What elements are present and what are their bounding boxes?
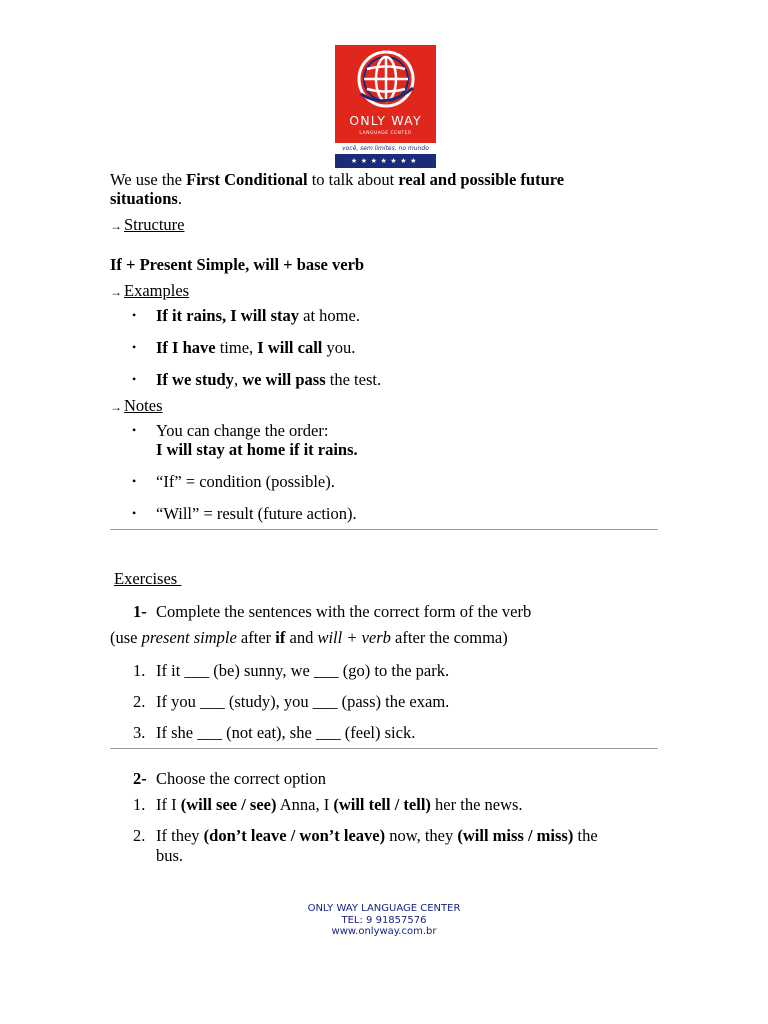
instr-text: and xyxy=(285,628,318,647)
option-choice: (don’t leave / won’t leave) xyxy=(203,826,386,845)
sentence-text: If I xyxy=(156,795,181,814)
instr-text: after xyxy=(236,628,276,647)
footer-website: www.onlyway.com.br xyxy=(331,926,437,937)
bullet-icon: • xyxy=(132,372,137,386)
intro-text: . xyxy=(177,189,182,208)
item-number: 1. xyxy=(133,661,146,680)
bullet-icon: • xyxy=(132,506,137,520)
divider xyxy=(110,529,658,530)
note-text: “If” = condition (possible). xyxy=(156,472,335,491)
option-choice: (will miss / miss) xyxy=(457,826,574,845)
exercises-heading-text: Exercises xyxy=(114,569,182,588)
exercise-sentence: If she ___ (not eat), she ___ (feel) sick. xyxy=(156,723,416,742)
sentence-text: now, they xyxy=(385,826,458,845)
item-number: 1. xyxy=(133,795,146,814)
instr-italic: will + verb xyxy=(317,628,391,647)
arrow-icon: → xyxy=(110,219,122,233)
note-text: “Will” = result (future action). xyxy=(156,504,357,523)
examples-heading xyxy=(110,281,189,301)
example-result: I will call xyxy=(257,338,323,357)
intro-text: We use the xyxy=(110,170,187,189)
logo-subtitle: LANGUAGE CENTER xyxy=(359,131,412,136)
intro-line-2 xyxy=(110,189,182,209)
sentence-text: the xyxy=(573,826,598,845)
exercise-title-text: Choose the correct option xyxy=(156,769,326,788)
exercise-sentence: If you ___ (study), you ___ (pass) the exam. xyxy=(156,692,450,711)
note-example: I will stay at home if it rains. xyxy=(156,440,358,459)
instr-text: after the comma) xyxy=(390,628,508,647)
logo xyxy=(335,45,436,168)
instr-italic: present simple xyxy=(141,628,237,647)
example-condition: If we study xyxy=(156,370,234,389)
exercise-number: 2- xyxy=(133,769,147,788)
instr-bold: if xyxy=(275,628,286,647)
examples-heading-text: Examples xyxy=(124,281,190,300)
exercise-2-title xyxy=(133,769,326,789)
footer-phone: TEL: 9 91857576 xyxy=(341,914,427,926)
intro-text: to talk about xyxy=(307,170,399,189)
bullet-icon: • xyxy=(132,340,137,354)
logo-stars: ★★★★★★★ xyxy=(335,154,436,168)
logo-brand: ONLY WAY xyxy=(349,113,422,128)
example-rest: the test. xyxy=(325,370,382,389)
exercise-title-text: Complete the sentences with the correct form of the verb xyxy=(156,602,532,621)
exercise-1-title xyxy=(133,602,532,622)
arrow-icon: → xyxy=(110,285,122,299)
exercises-heading xyxy=(114,569,181,589)
structure-heading-text: Structure xyxy=(124,215,185,234)
note-text: You can change the order: xyxy=(156,421,329,440)
structure-heading xyxy=(110,215,184,235)
footer xyxy=(0,903,768,938)
logo-tagline: você, sem limites, no mundo xyxy=(335,143,436,154)
sentence-text: her the news. xyxy=(430,795,523,814)
example-condition: If it rains, I will stay xyxy=(156,306,300,325)
option-choice: (will see / see) xyxy=(180,795,277,814)
bullet-icon: • xyxy=(132,423,137,437)
sentence-text: bus. xyxy=(156,846,184,865)
instr-text: (use xyxy=(110,628,142,647)
exercise-sentence xyxy=(156,795,523,815)
exercise-number: 1- xyxy=(133,602,147,621)
item-number: 2. xyxy=(133,826,146,845)
structure-formula xyxy=(110,255,364,275)
notes-heading xyxy=(110,396,163,416)
sentence-text: Anna, I xyxy=(276,795,334,814)
arrow-icon: → xyxy=(110,400,122,414)
option-choice: (will tell / tell) xyxy=(333,795,431,814)
exercise-sentence xyxy=(156,826,598,846)
bullet-icon: • xyxy=(132,308,137,322)
intro-emphasis: situations xyxy=(110,189,178,208)
sentence-text: If they xyxy=(156,826,204,845)
intro-term: First Conditional xyxy=(186,170,308,189)
notes-heading-text: Notes xyxy=(124,396,163,415)
example-rest: at home. xyxy=(299,306,360,325)
bullet-icon: • xyxy=(132,474,137,488)
intro-emphasis: real and possible future xyxy=(398,170,565,189)
example-rest: you. xyxy=(322,338,356,357)
globe-icon xyxy=(355,48,417,110)
divider xyxy=(110,748,658,749)
formula-text: If + Present Simple, will + base verb xyxy=(110,255,365,274)
exercise-1-instructions xyxy=(110,628,508,648)
example-text: time, xyxy=(215,338,258,357)
item-number: 3. xyxy=(133,723,146,742)
example-result: we will pass xyxy=(242,370,326,389)
intro-line-1 xyxy=(110,170,564,190)
example-text: , xyxy=(233,370,243,389)
example-condition: If I have xyxy=(156,338,216,357)
item-number: 2. xyxy=(133,692,146,711)
footer-company: ONLY WAY LANGUAGE CENTER xyxy=(307,903,461,914)
exercise-sentence: If it ___ (be) sunny, we ___ (go) to the park. xyxy=(156,661,450,680)
